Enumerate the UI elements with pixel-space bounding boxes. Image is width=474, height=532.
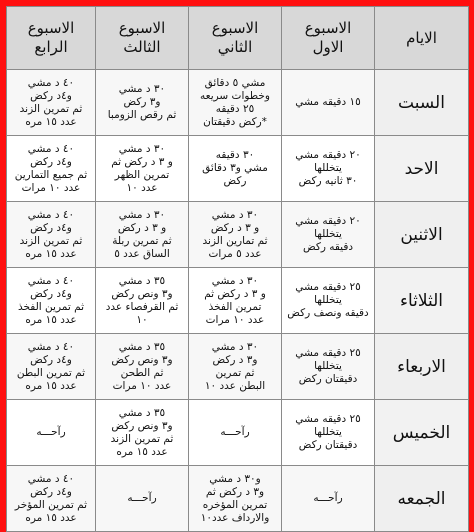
schedule-cell: ٢٥ دقيقه مشي يتخللها دقيقه ونصف ركض	[282, 268, 375, 334]
schedule-cell: ٢٠ دقيقه مشي يتخللها دقيقه ركض	[282, 202, 375, 268]
workout-schedule-table	[6, 6, 469, 532]
schedule-cell: ٣٠ د مشي و٣ د ركض ثم تمرين البطن عدد ١٠	[189, 334, 282, 400]
image-frame	[6, 6, 468, 524]
schedule-cell: مشي ٥ دقائق وخطوات سريعه ٢٥ دقيقه *ركض دقيقتان	[189, 70, 282, 136]
schedule-cell: ٤٠ د مشي و٤د ركض ثم تمرين البطن عدد ١٥ مره	[7, 334, 96, 400]
schedule-cell: ٤٠ د مشي و٤د ركض ثم تمرين الزند عدد ١٥ مره	[7, 70, 96, 136]
schedule-cell: رآحـــه	[282, 466, 375, 532]
schedule-cell: ١٥ دقيقه مشي	[282, 70, 375, 136]
schedule-cell: ٣٠ د مشي و ٣ د ركض ثم تمرين الفخذ عدد ١٠ مرات	[189, 268, 282, 334]
schedule-cell: و٣٠ د مشي و٣ د ركض ثم تمرين المؤخره والارداف عدد١٠	[189, 466, 282, 532]
schedule-cell: ٢٥ دقيقه مشي يتخللها دقيقتان ركض	[282, 400, 375, 466]
table-row	[7, 136, 469, 202]
schedule-cell: ٤٠ د مشي و٤د ركض ثم تمرين الفخذ عدد ١٥ مره	[7, 268, 96, 334]
day-cell: الاثنين	[375, 202, 469, 268]
table-row	[7, 400, 469, 466]
header-row	[7, 7, 469, 70]
header-week-3: الاسبوع الثالث	[96, 7, 189, 70]
schedule-cell: ٣٥ د مشي و٣ ونص ركض ثم الطحن عدد ١٠ مرات	[96, 334, 189, 400]
header-days: الايام	[375, 7, 469, 70]
table-row	[7, 466, 469, 532]
schedule-cell: ٣٠ د مشي و٣ ركض ثم رقص الزومبا	[96, 70, 189, 136]
schedule-cell: رآحـــه	[96, 466, 189, 532]
schedule-cell: ٣٠ دقيقه مشي و٣ دقائق ركض	[189, 136, 282, 202]
schedule-cell: ٤٠ د مشي و٤د ركض ثم تمرين الزند عدد ١٥ مره	[7, 202, 96, 268]
day-cell: الاحد	[375, 136, 469, 202]
day-cell: الثلاثاء	[375, 268, 469, 334]
header-week-2: الاسبوع الثاني	[189, 7, 282, 70]
header-week-4: الاسبوع الرابع	[7, 7, 96, 70]
schedule-cell: ٤٠ د مشي و٤د ركض ثم جميع التمارين عدد ١٠ مرات	[7, 136, 96, 202]
table-row	[7, 202, 469, 268]
day-cell: الخميس	[375, 400, 469, 466]
schedule-cell: ٢٥ دقيقه مشي يتخللها دقيقتان ركض	[282, 334, 375, 400]
table-row	[7, 70, 469, 136]
day-cell: السبت	[375, 70, 469, 136]
table-row	[7, 334, 469, 400]
schedule-cell: ٣٥ د مشي و٣ ونص ركض ثم تمرين الزند عدد ١٥ مره	[96, 400, 189, 466]
schedule-cell: ٣٠ د مشي و ٣ د ركض ثم تمرين الظهر عدد ١٠	[96, 136, 189, 202]
schedule-cell: ٤٠ د مشي و٤د ركض ثم تمرين المؤخر عدد ١٥ مره	[7, 466, 96, 532]
header-week-1: الاسبوع الاول	[282, 7, 375, 70]
schedule-cell: ٣٠ د مشي و ٣ د ركض ثم تمرين ربلة الساق عدد ٥	[96, 202, 189, 268]
table-row	[7, 268, 469, 334]
schedule-cell: ٢٠ دقيقه مشي يتخللها ٣٠ ثانيه ركض	[282, 136, 375, 202]
day-cell: الجمعه	[375, 466, 469, 532]
schedule-cell: رآحـــه	[7, 400, 96, 466]
schedule-cell: ٣٥ د مشي و٣ ونص ركض ثم القرفصاء عدد ١٠	[96, 268, 189, 334]
schedule-cell: ٣٠ د مشي و ٣ د ركض ثم تمارين الزند عدد ٥ مرات	[189, 202, 282, 268]
day-cell: الاربعاء	[375, 334, 469, 400]
schedule-cell: رآحـــه	[189, 400, 282, 466]
